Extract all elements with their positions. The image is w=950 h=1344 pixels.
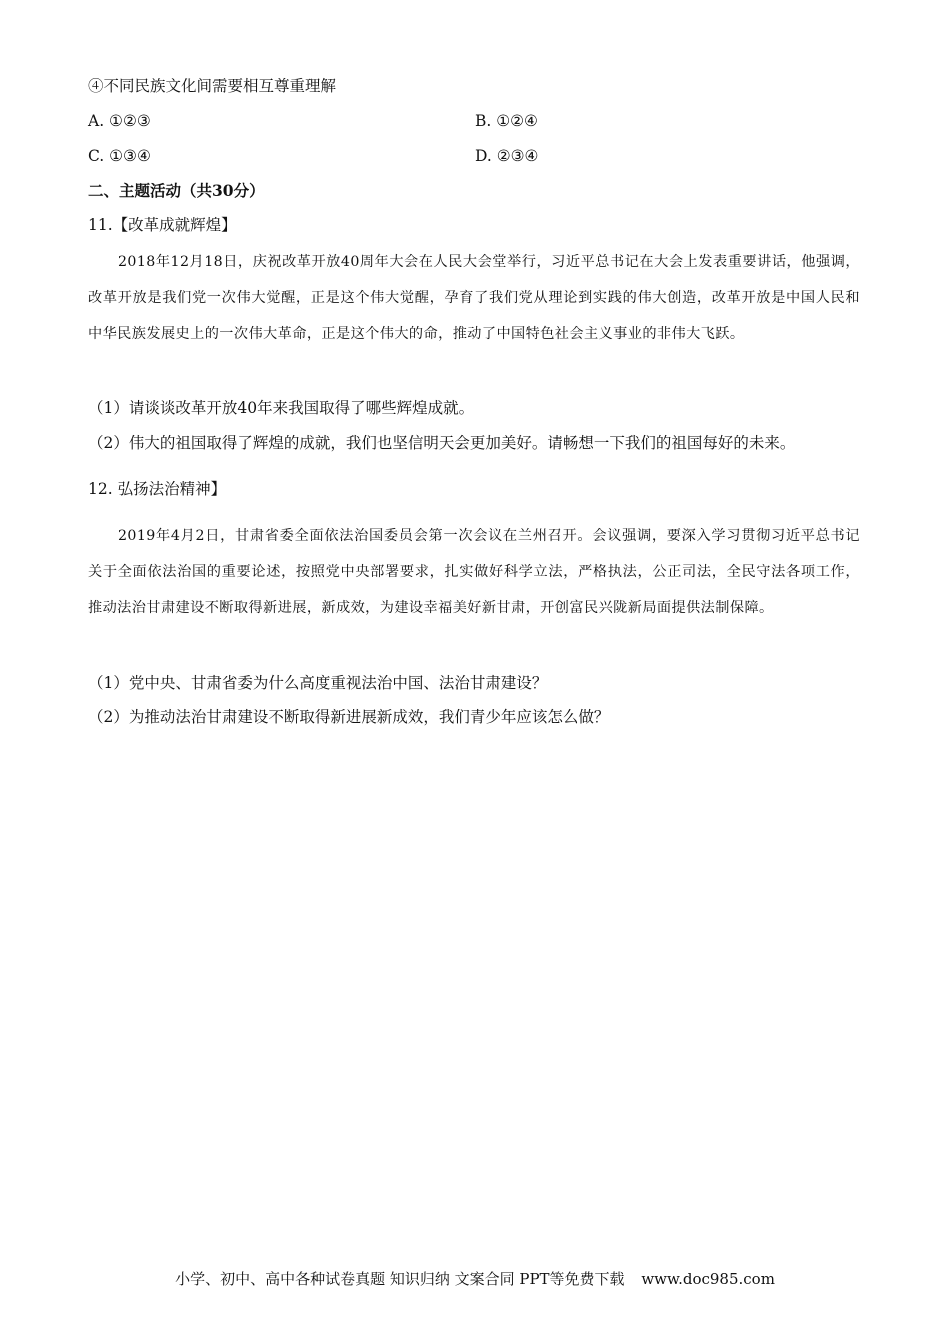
q12-sub-question-1: （1）党中央、甘肃省委为什么高度重视法治中国、法治甘肃建设？ [88,674,548,692]
q12-sub-question-2: （2）为推动法治甘肃建设不断取得新进展新成效，我们青少年应该怎么做？ [88,708,610,726]
option-d: D. ②③④ [475,147,539,165]
footer-text: 小学、初中、高中各种试卷真题 知识归纳 文案合同 PPT等免费下载 [175,1270,625,1288]
option-a: A. ①②③ [88,112,151,130]
q11-sub-question-2: （2）伟大的祖国取得了辉煌的成就，我们也坚信明天会更加美好。请畅想一下我们的祖国每好的未来。 [88,434,796,452]
option-b: B. ①②④ [475,112,538,130]
q11-paragraph: 2018年12月18日，庆祝改革开放40周年大会在人民大会堂举行，习近平总书记在大会上发表重要讲话，他强调，改革开放是我们党一次伟大觉醒，正是这个伟大觉醒，孕育了我们党从理论到实践的伟大创造，改革开放是中国人民和中华民族发展史上的一次伟大革命，正是这个伟大的命，推动了中国特色社会主义事业的非伟大飞跃。 [88,254,860,342]
q12-title: 12. 弘扬法治精神】 [88,480,227,498]
footer [0,1269,950,1289]
section-heading: 二、主题活动（共30分） [88,181,265,200]
footer-link[interactable]: www.doc985.com [641,1270,775,1288]
q11-title: 11.【改革成就辉煌】 [88,216,237,234]
q11-sub-question-1: （1）请谈谈改革开放40年来我国取得了哪些辉煌成就。 [88,399,475,417]
option-c: C. ①③④ [88,147,151,165]
q10-statement-4: ④不同民族文化间需要相互尊重理解 [88,77,337,95]
q12-paragraph: 2019年4月2日，甘肃省委全面依法治国委员会第一次会议在兰州召开。会议强调，要深入学习贯彻习近平总书记关于全面依法治国的重要论述，按照党中央部署要求，扎实做好科学立法，严格执法，公正司法，全民守法各项工作，推动法治甘肃建设不断取得新进展，新成效，为建设幸福美好新甘肃，开创富民兴陇新局面提供法制保障。 [88,528,860,616]
